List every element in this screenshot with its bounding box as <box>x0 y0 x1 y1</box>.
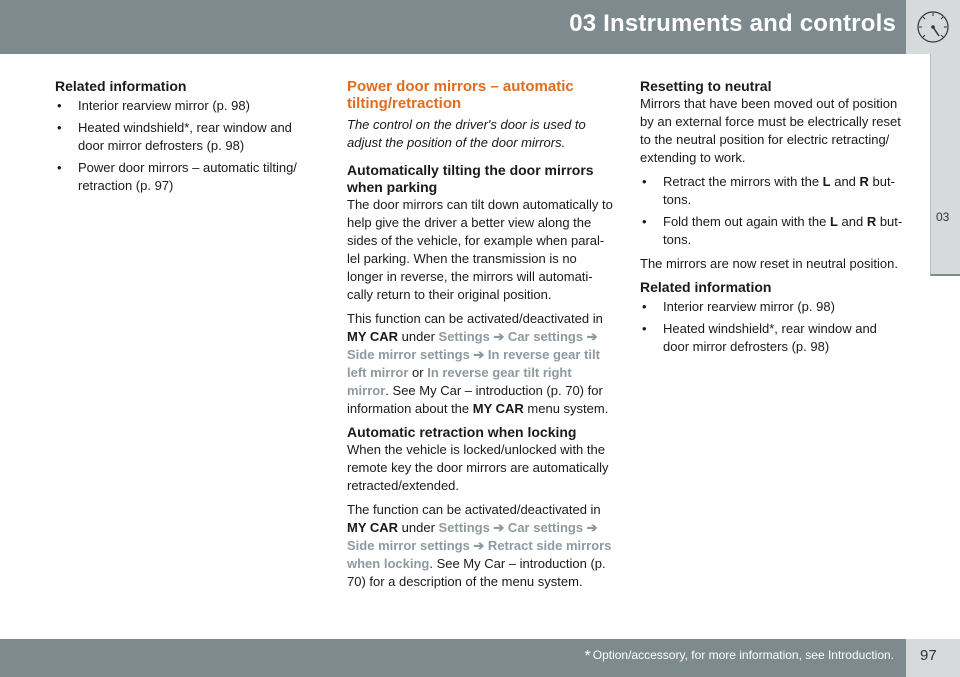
resetting-after: The mirrors are now reset in neutral position. <box>640 256 898 271</box>
resetting-heading: Resetting to neutral <box>640 78 772 94</box>
resetting-body: Mirrors that have been moved out of position by an external force must be electrically reset to the neutral position for electric retracting/ extending to work. <box>640 96 901 165</box>
subheading-tilting: Automatically tilting the door mirrors when parking <box>347 162 594 195</box>
resetting-steps <box>640 173 906 249</box>
list-item: • Heated windshield*, rear window and door mirror defrosters (p. 98) <box>640 320 906 356</box>
list-item: • Power door mirrors – automatic tilting/ retraction (p. 97) <box>55 159 311 195</box>
side-tab-label: 03 <box>936 210 950 224</box>
list-item: • Retract the mirrors with the L and R but-tons. <box>640 173 906 209</box>
menu-path-link[interactable]: Settings ➔ Car settings ➔ Side mirror settings ➔ Retract side mirrors when locking <box>347 520 612 571</box>
chapter-title: 03 Instruments and controls <box>569 10 896 37</box>
list-item: • Interior rearview mirror (p. 98) <box>55 97 311 115</box>
intro-text: The control on the driver's door is used to adjust the position of the door mirrors. <box>347 117 586 150</box>
chapter-side-tab <box>930 54 960 276</box>
related-info-heading: Related information <box>55 78 187 94</box>
page-number: 97 <box>920 647 937 664</box>
list-item: • Interior rearview mirror (p. 98) <box>640 298 906 316</box>
column-1 <box>55 78 311 201</box>
column-3 <box>640 78 906 362</box>
chapter-icon-box <box>906 0 960 54</box>
related-info-heading: Related information <box>640 279 772 295</box>
page-header <box>0 0 960 54</box>
related-info-list <box>55 97 311 195</box>
column-2 <box>347 78 613 597</box>
subheading-retraction: Automatic retraction when locking <box>347 424 577 440</box>
list-item: • Fold them out again with the L and R but-tons. <box>640 213 906 249</box>
tilting-menu-path: This function can be activated/deactivated in MY CAR under Settings ➔ Car settings ➔ Side mirror settings ➔ In reverse gear tilt left mirror or In reverse gear tilt right mirror. See My Car – introduction (p. 70) for information about the MY CAR menu system. <box>347 311 609 416</box>
gauge-icon <box>906 0 960 54</box>
retraction-menu-path: The function can be activated/deactivated in MY CAR under Settings ➔ Car settings ➔ Side mirror settings ➔ Retract side mirrors when locking. See My Car – introduction (p. 70) for a description of the menu system. <box>347 502 612 589</box>
retraction-body: When the vehicle is locked/unlocked with the remote key the door mirrors are automatically retracted/extended. <box>347 442 609 493</box>
menu-path-link[interactable]: In reverse gear tilt right mirror <box>347 365 572 398</box>
tilting-body: The door mirrors can tilt down automatically to help give the driver a better view along the sides of the vehicle, for example when paral-lel parking. When the transmission is no longer in reverse, the mirrors will automati-cally return to their original position. <box>347 197 613 302</box>
menu-path-link[interactable]: Settings ➔ Car settings ➔ Side mirror settings ➔ In reverse gear tilt left mirror <box>347 329 600 380</box>
footnote: * Option/accessory, for more information, see Introduction. <box>584 648 894 665</box>
list-item: • Heated windshield*, rear window and door mirror defrosters (p. 98) <box>55 119 311 155</box>
related-info-list <box>640 298 906 356</box>
section-title: Power door mirrors – automatic tilting/retraction <box>347 78 574 112</box>
